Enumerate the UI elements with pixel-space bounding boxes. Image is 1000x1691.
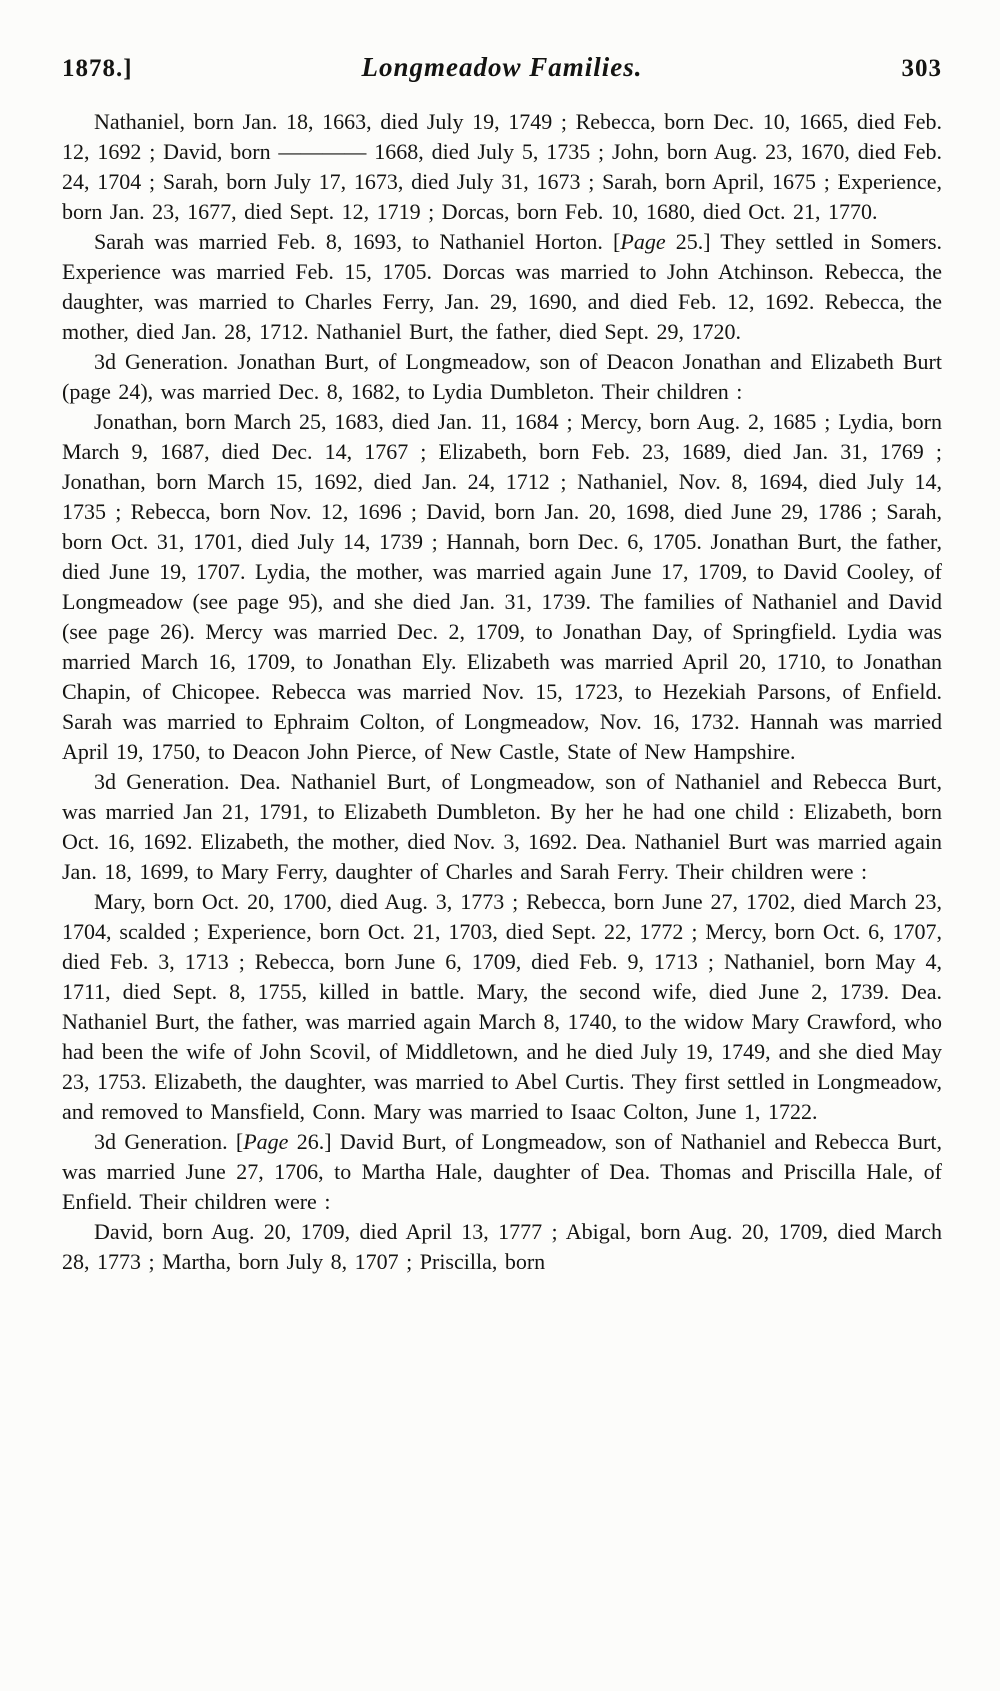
italic-run: Page [243,1129,289,1154]
text-run: Mary, born Oct. 20, 1700, died Aug. 3, 1773 ; Rebecca, born June 27, 1702, died March 23, 1704, scalded ; Experience, born Oct. 21, 1703, died Sept. 22, 1772 ; Mercy, born Oct. 6, 1707, died Feb. 3, 1713 ; Rebecca, born June 6, 1709, died Feb. 9, 1713 ; Nathaniel, born May 4, 1711, died Sept. 8, 1755, killed in battle. Mary, the second wife, died June 2, 1739. Dea. Nathaniel Burt, the father, was married again March 8, 1740, to the widow Mary Crawford, who had been the wife of John Scovil, of Middletown, and he died July 19, 1749, and she died May 23, 1753. Elizabeth, the daughter, was married to Abel Curtis. They first settled in Longmeadow, and removed to Mansfield, Conn. Mary was married to Isaac Colton, June 1, 1722. [62,889,942,1124]
text-run: Jonathan, born March 25, 1683, died Jan. 11, 1684 ; Mercy, born Aug. 2, 1685 ; Lydia, born March 9, 1687, died Dec. 14, 1767 ; Elizabeth, born Feb. 23, 1689, died Jan. 31, 1769 ; Jonathan, born March 15, 1692, died Jan. 24, 1712 ; Nathaniel, Nov. 8, 1694, died July 14, 1735 ; Rebecca, born Nov. 12, 1696 ; David, born Jan. 20, 1698, died June 29, 1786 ; Sarah, born Oct. 31, 1701, died July 14, 1739 ; Hannah, born Dec. 6, 1705. Jonathan Burt, the father, died June 19, 1707. Lydia, the mother, was married again June 17, 1709, to David Cooley, of Longmeadow (see page 95), and she died Jan. 31, 1739. The families of Nathaniel and David (see page 26). Mercy was married Dec. 2, 1709, to Jonathan Day, of Springfield. Lydia was married March 16, 1709, to Jonathan Ely. Elizabeth was married April 20, 1710, to Jonathan Chapin, of Chicopee. Rebecca was married Nov. 15, 1723, to Hezekiah Parsons, of Enfield. Sarah was married to Ephraim Colton, of Longmeadow, Nov. 16, 1732. Hannah was married April 19, 1750, to Deacon John Pierce, of New Castle, State of New Hampshire. [62,409,942,764]
page-header [62,52,942,83]
paragraph [62,1127,942,1217]
paragraph [62,1217,942,1277]
text-run: 3d Generation. [ [94,1129,244,1154]
paragraph [62,227,942,347]
text-run: David, born Aug. 20, 1709, died April 13, 1777 ; Abigal, born Aug. 20, 1709, died March 28, 1773 ; Martha, born July 8, 1707 ; Priscilla, born [62,1219,942,1274]
paragraph [62,107,942,227]
text-run: Sarah was married Feb. 8, 1693, to Nathaniel Horton. [ [94,229,621,254]
text-run: 25.] They settled in Somers. Experience was married Feb. 15, 1705. Dorcas was married to John Atchinson. Rebecca, the daughter, was married to Charles Ferry, Jan. 29, 1690, and died Feb. 12, 1692. Rebecca, the mother, died Jan. 28, 1712. Nathaniel Burt, the father, died Sept. 29, 1720. [62,229,943,344]
paragraph [62,347,942,407]
paragraph [62,407,942,767]
text-run: 3d Generation. Jonathan Burt, of Longmeadow, son of Deacon Jonathan and Elizabeth Burt (page 24), was married Dec. 8, 1682, to Lydia Dumbleton. Their children : [62,349,942,404]
text-run: 3d Generation. Dea. Nathaniel Burt, of Longmeadow, son of Nathaniel and Rebecca Burt, was married Jan 21, 1791, to Elizabeth Dumbleton. By her he had one child : Elizabeth, born Oct. 16, 1692. Elizabeth, the mother, died Nov. 3, 1692. Dea. Nathaniel Burt was married again Jan. 18, 1699, to Mary Ferry, daughter of Charles and Sarah Ferry. Their children were : [62,769,942,884]
page-number: 303 [901,55,942,82]
page-body [62,107,942,1277]
running-title: Longmeadow Families. [361,52,643,82]
text-run: Nathaniel, born Jan. 18, 1663, died July 19, 1749 ; Rebecca, born Dec. 10, 1665, died Feb. 12, 1692 ; David, born ———— 1668, died July 5, 1735 ; John, born Aug. 23, 1670, died Feb. 24, 1704 ; Sarah, born July 17, 1673, died July 31, 1673 ; Sarah, born April, 1675 ; Experience, born Jan. 23, 1677, died Sept. 12, 1719 ; Dorcas, born Feb. 10, 1680, died Oct. 21, 1770. [62,109,942,224]
paragraph [62,767,942,887]
paragraph [62,887,942,1127]
italic-run: Page [620,229,666,254]
text-run: 26.] David Burt, of Longmeadow, son of Nathaniel and Rebecca Burt, was married June 27, 1706, to Martha Hale, daughter of Dea. Thomas and Priscilla Hale, of Enfield. Their children were : [62,1129,942,1214]
header-year-label: 1878.] [62,55,133,82]
